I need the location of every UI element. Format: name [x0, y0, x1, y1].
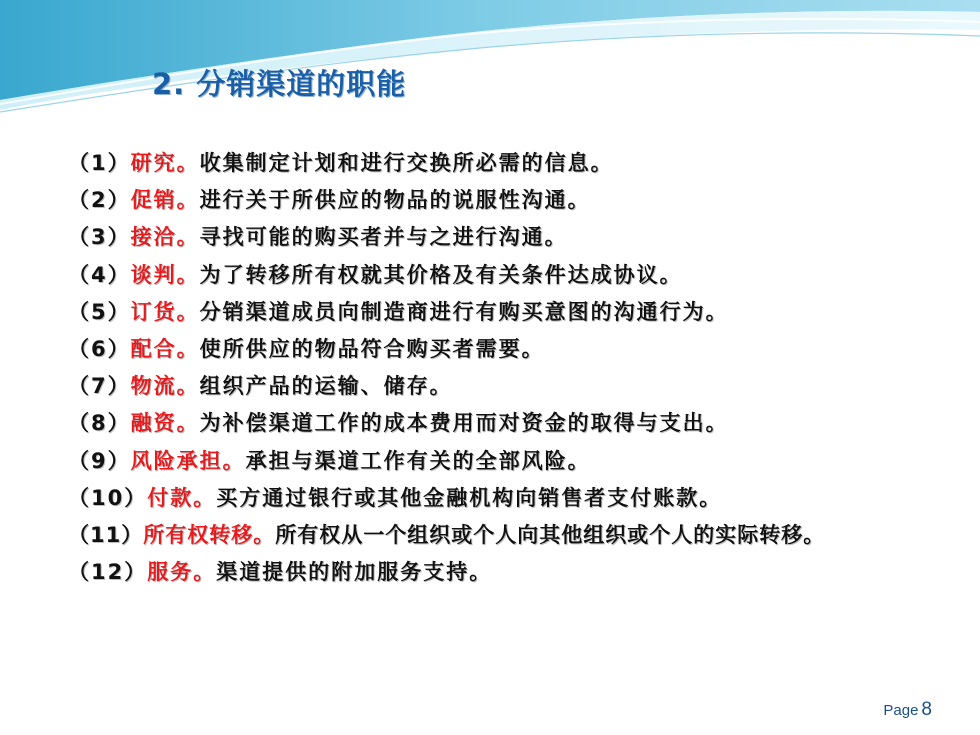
- list-item: [68, 298, 978, 335]
- item-term: 风险承担。: [130, 448, 246, 473]
- page-footer: [883, 699, 932, 721]
- item-number: （1）: [68, 151, 131, 175]
- item-number: （2）: [68, 188, 131, 213]
- item-term: 订货。: [130, 299, 200, 324]
- item-number: （4）: [68, 262, 131, 287]
- function-list: [68, 149, 978, 595]
- list-item: [68, 335, 978, 372]
- item-description: 承担与渠道工作有关的全部风险。: [245, 448, 591, 473]
- page-label: Page: [883, 702, 919, 719]
- item-number: （9）: [68, 448, 131, 473]
- item-description: 所有权从一个组织或个人向其他组织或个人的实际转移。: [275, 522, 826, 547]
- item-number: （7）: [68, 374, 131, 399]
- list-item: [68, 521, 978, 558]
- item-term: 物流。: [130, 374, 200, 399]
- item-term: 接洽。: [130, 225, 200, 250]
- item-number: （10）: [68, 485, 148, 510]
- item-description: 进行关于所供应的物品的说服性沟通。: [199, 188, 591, 213]
- item-term: 付款。: [147, 485, 217, 510]
- item-description: 收集制定计划和进行交换所必需的信息。: [199, 151, 614, 175]
- item-term: 融资。: [130, 411, 200, 436]
- item-term: 谈判。: [130, 262, 200, 287]
- item-number: （12）: [68, 560, 148, 585]
- list-item: [68, 186, 978, 223]
- item-description: 为了转移所有权就其价格及有关条件达成协议。: [199, 262, 683, 287]
- item-description: 分销渠道成员向制造商进行有购买意图的沟通行为。: [199, 299, 729, 324]
- item-term: 所有权转移。: [143, 522, 276, 547]
- list-item: [68, 372, 978, 409]
- slide-title: 2. 分销渠道的职能: [152, 67, 407, 101]
- header-wave-decoration: [0, 0, 980, 130]
- item-term: 促销。: [130, 188, 200, 213]
- item-term: 服务。: [147, 560, 217, 585]
- item-description: 买方通过银行或其他金融机构向销售者支付账款。: [216, 485, 723, 510]
- item-number: （8）: [68, 411, 131, 436]
- item-term: 配合。: [130, 336, 200, 361]
- list-item: [68, 558, 978, 595]
- item-description: 为补偿渠道工作的成本费用而对资金的取得与支出。: [199, 411, 729, 436]
- item-description: 寻找可能的购买者并与之进行沟通。: [199, 225, 568, 250]
- item-description: 组织产品的运输、储存。: [199, 374, 453, 399]
- item-term: 研究。: [130, 151, 200, 175]
- list-item: [68, 484, 978, 521]
- item-description: 渠道提供的附加服务支持。: [216, 560, 493, 585]
- list-item: [68, 223, 978, 260]
- item-number: （11）: [68, 522, 144, 547]
- item-number: （6）: [68, 336, 131, 361]
- list-item: [68, 447, 978, 484]
- item-description: 使所供应的物品符合购买者需要。: [199, 336, 545, 361]
- item-number: （3）: [68, 225, 131, 250]
- list-item: [68, 409, 978, 446]
- list-item: [68, 149, 978, 186]
- item-number: （5）: [68, 299, 131, 324]
- page-number: 8: [921, 699, 932, 720]
- list-item: [68, 261, 978, 298]
